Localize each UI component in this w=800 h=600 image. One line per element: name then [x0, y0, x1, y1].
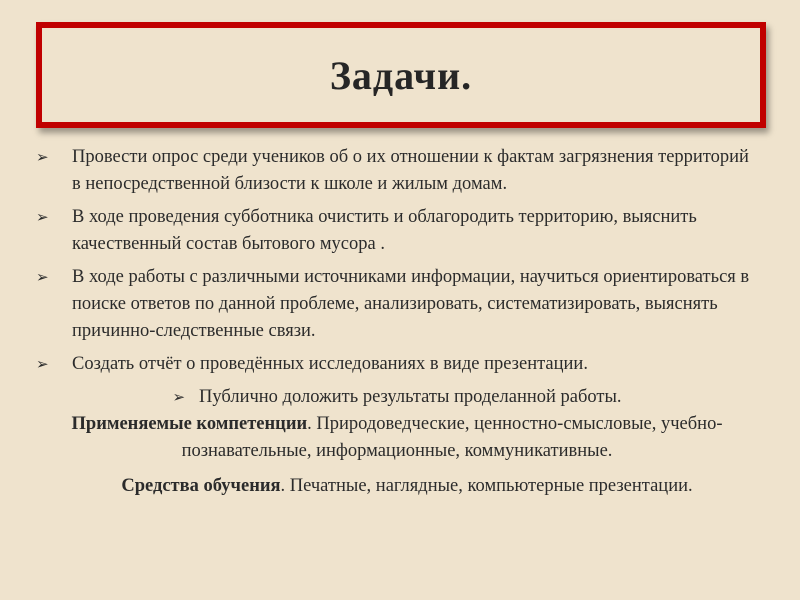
competencies-block [36, 411, 758, 465]
bullet-text: В ходе работы с различными источниками информации, научиться ориентироваться в поиске ответов по данной проблеме, анализировать, систематизировать, выяснять причинно-следственные связи. [72, 267, 750, 341]
means-block [36, 473, 758, 500]
bullet-item [36, 351, 758, 378]
means-text: . Печатные, наглядные, компьютерные презентации. [280, 476, 693, 496]
arrow-bullet-icon: ➢ [36, 148, 49, 166]
bullet-text: Публично доложить результаты проделанной работы. [199, 387, 622, 407]
bullet-item [36, 384, 758, 411]
title-box [36, 22, 766, 128]
arrow-bullet-icon: ➢ [36, 355, 49, 373]
slide-content [36, 144, 758, 500]
slide-title: Задачи. [329, 52, 473, 98]
arrow-bullet-icon: ➢ [172, 388, 186, 406]
competencies-label: Применяемые компетенции [71, 414, 308, 434]
bullet-text: Провести опрос среди учеников об о их отношении к фактам загрязнения территорий в непосредственной близости к школе и жилым домам. [72, 147, 749, 194]
bullet-text: В ходе проведения субботника очистить и облагородить территорию, выяснить качественный состав бытового мусора . [72, 207, 697, 254]
bullet-item [36, 204, 758, 258]
arrow-bullet-icon: ➢ [36, 208, 49, 226]
bullet-item [36, 144, 758, 198]
means-label: Средства обучения [121, 476, 281, 496]
bullet-text: Создать отчёт о проведённых исследованиях в виде презентации. [72, 354, 588, 374]
arrow-bullet-icon: ➢ [36, 268, 49, 286]
bullet-item [36, 264, 758, 345]
competencies-text: . Природоведческие, ценностно-смысловые, учебно-познавательные, информационные, коммуникативные. [181, 414, 723, 461]
